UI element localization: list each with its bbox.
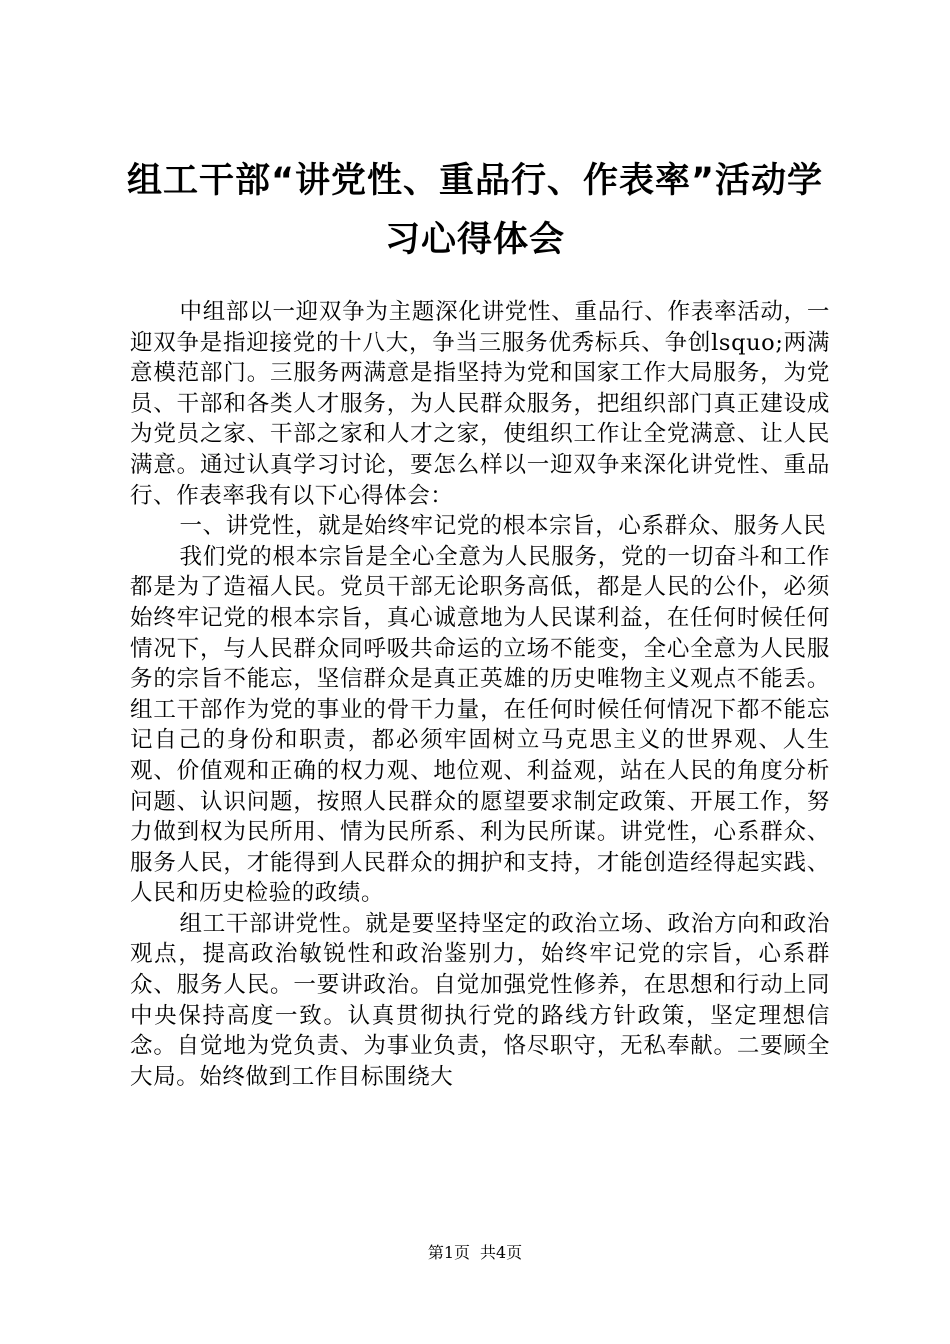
body-paragraph: 组工干部讲党性。就是要坚持坚定的政治立场、政治方向和政治观点，提高政治敏锐性和政治鉴别力，始终牢记党的宗旨，心系群众、服务人民。一要讲政治。自觉加强党性修养，在思想和行动上同中央保持高度一致。认真贯彻执行党的路线方针政策，坚定理想信念。自觉地为党负责、为事业负责，恪尽职守，无私奉献。二要顾全大局。始终做到工作目标围绕大 bbox=[130, 910, 830, 1090]
document-body bbox=[130, 297, 830, 1092]
page-number-current: 第1页 bbox=[427, 1243, 470, 1262]
page-footer bbox=[0, 1243, 950, 1263]
section-heading-1: 一、讲党性，就是始终牢记党的根本宗旨，心系群众、服务人民 bbox=[179, 513, 827, 540]
page-number-total: 共4页 bbox=[480, 1243, 523, 1262]
intro-paragraph: 中组部以一迎双争为主题深化讲党性、重品行、作表率活动，一迎双争是指迎接党的十八大，争当三服务优秀标兵、争创lsquo;两满意模范部门。三服务两满意是指坚持为党和国家工作大局服务，为党员、干部和各类人才服务，为人民群众服务，把组织部门真正建设成为党员之家、干部之家和人才之家，使组织工作让全党满意、让人民满意。通过认真学习讨论，要怎么样以一迎双争来深化讲党性、重品行、作表率我有以下心得体会： bbox=[130, 299, 830, 509]
document-title: 组工干部“讲党性、重品行、作表率”活动学习心得体会 bbox=[126, 161, 823, 260]
body-paragraph: 我们党的根本宗旨是全心全意为人民服务，党的一切奋斗和工作都是为了造福人民。党员干部无论职务高低，都是人民的公仆，必须始终牢记党的根本宗旨，真心诚意地为人民谋利益，在任何时候任何情况下，与人民群众同呼吸共命运的立场不能变，全心全意为人民服务的宗旨不能忘，坚信群众是真正英雄的历史唯物主义观点不能丢。组工干部作为党的事业的骨干力量，在任何时候任何情况下都不能忘记自己的身份和职责，都必须牢固树立马克思主义的世界观、人生观、价值观和正确的权力观、地位观、利益观，站在人民的角度分析问题、认识问题，按照人民群众的愿望要求制定政策、开展工作，努力做到权为民所用、情为民所系、利为民所谋。讲党性，心系群众、服务人民，才能得到人民群众的拥护和支持，才能创造经得起实践、人民和历史检验的政绩。 bbox=[130, 543, 830, 907]
